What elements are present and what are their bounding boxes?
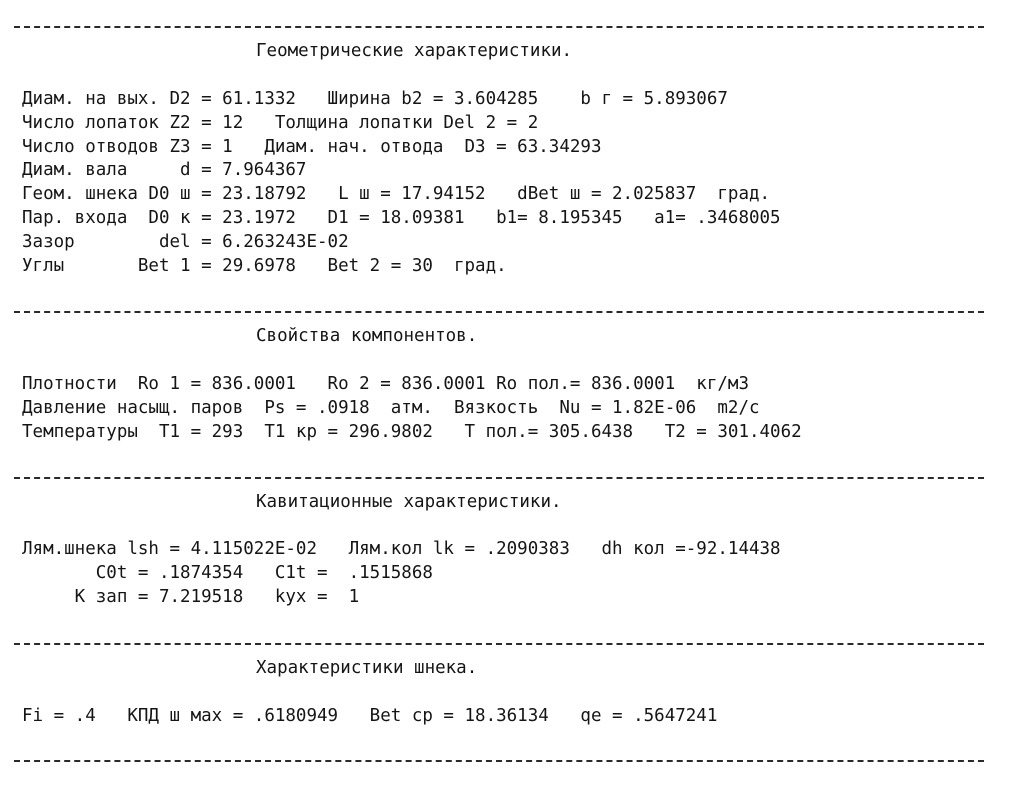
cavitation-line: Лям.шнека lsh = 4.115022E-02 Лям.кол lk = .2090383 dh кол =-92.14438 (22, 539, 781, 559)
geometry-line: Углы Bet 1 = 29.6978 Bet 2 = 30 град. (22, 256, 507, 276)
geometry-line: Число лопаток Z2 = 12 Толщина лопатки Del 2 = 2 (22, 113, 539, 133)
dashed-divider (14, 477, 984, 479)
section-title-components: Свойства компонентов. (256, 326, 478, 346)
geometry-line: Число отводов Z3 = 1 Диам. нач. отвода D3 = 63.34293 (22, 137, 602, 157)
components-line: Давление насыщ. паров Ps = .0918 атм. Вязкость Nu = 1.82E-06 m2/c (22, 398, 760, 418)
section-title-cavitation: Кавитационные характеристики. (256, 492, 562, 512)
section-title-geometry: Геометрические характеристики. (256, 41, 573, 61)
cavitation-line: K зап = 7.219518 kyx = 1 (22, 587, 360, 607)
dashed-divider (14, 311, 984, 313)
cavitation-line: C0t = .1874354 C1t = .1515868 (22, 563, 433, 583)
section-title-auger: Характеристики шнека. (256, 658, 478, 678)
geometry-line: Пар. входа D0 к = 23.1972 D1 = 18.09381 b1= 8.195345 a1= .3468005 (22, 208, 781, 228)
components-line: Плотности Ro 1 = 836.0001 Ro 2 = 836.0001 Ro пол.= 836.0001 кг/м3 (22, 374, 749, 394)
geometry-line: Диам. вала d = 7.964367 (22, 160, 307, 180)
auger-line: Fi = .4 КПД ш мах = .6180949 Bet cp = 18.36134 qe = .5647241 (22, 706, 718, 726)
dashed-divider (14, 643, 984, 645)
geometry-line: Геом. шнека D0 ш = 23.18792 L ш = 17.94152 dBet ш = 2.025837 град. (22, 184, 771, 204)
geometry-line: Зазор del = 6.263243E-02 (22, 232, 349, 252)
components-line: Температуры T1 = 293 T1 кр = 296.9802 T пол.= 305.6438 T2 = 301.4062 (22, 422, 802, 442)
geometry-line: Диам. на вых. D2 = 61.1332 Ширина b2 = 3.604285 b г = 5.893067 (22, 89, 728, 109)
dashed-divider (14, 26, 984, 28)
dashed-divider (14, 760, 984, 762)
